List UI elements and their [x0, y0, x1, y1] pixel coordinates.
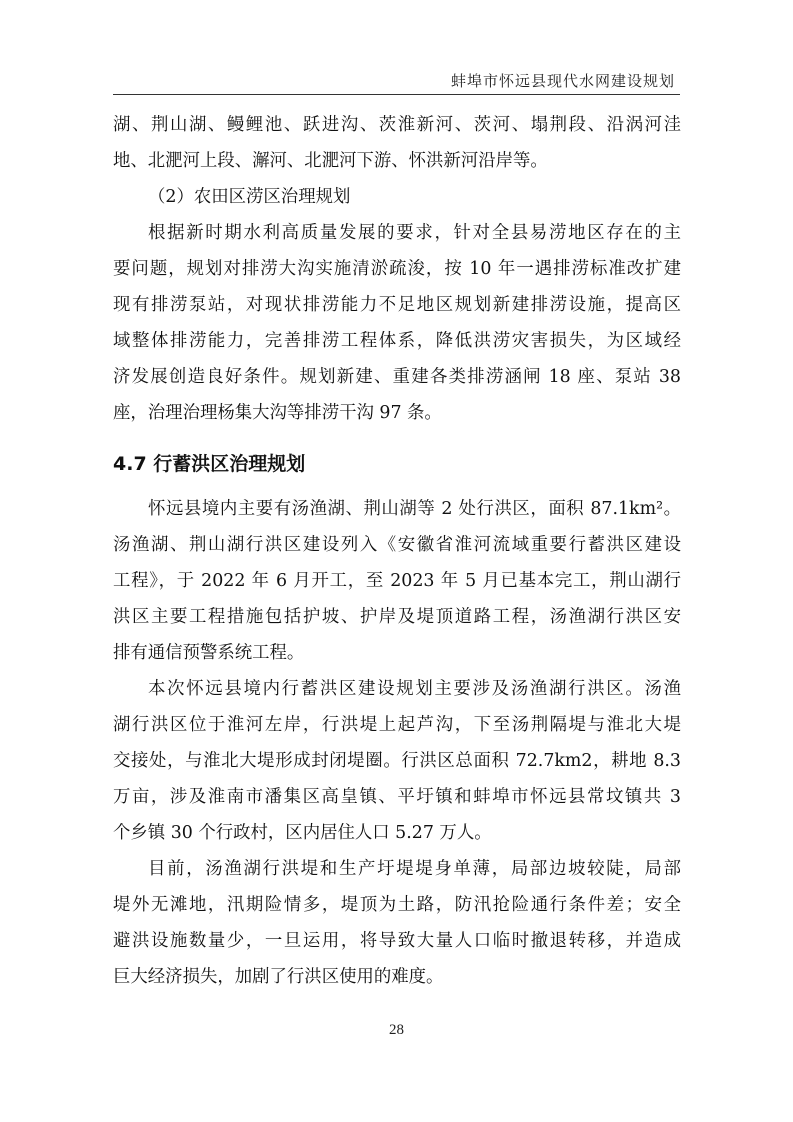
page-number: 28 [389, 1022, 404, 1038]
running-header-title: 蚌埠市怀远县现代水网建设规划 [450, 72, 675, 90]
text-line: 个乡镇 30 个行政村，区内居住人口 5.27 万人。 [113, 823, 492, 843]
subheading: （2）农田区涝区治理规划 [148, 187, 351, 207]
text-line: 万亩，涉及淮南市潘集区高皇镇、平圩镇和蚌埠市怀远县常坟镇共 3 [113, 787, 681, 807]
text-line: 济发展创造良好条件。规划新建、重建各类排涝涵闸 18 座、泵站 38 [113, 367, 681, 387]
text-line: 洪区主要工程措施包括护坡、护岸及堤顶道路工程，汤渔湖行洪区安 [113, 607, 681, 627]
text-line: 座，治理治理杨集大沟等排涝干沟 97 条。 [113, 403, 442, 423]
paragraph-tangyuhu [113, 671, 681, 851]
text-line: 交接处，与淮北大堤形成封闭堤圈。行洪区总面积 72.7km2，耕地 8.3 [113, 751, 681, 771]
subheading-block [113, 179, 681, 215]
text-line: 工程》，于 2022 年 6 月开工，至 2023 年 5 月已基本完工，荆山湖行 [113, 571, 681, 591]
text-line: 现有排涝泵站，对现状排涝能力不足地区规划新建排涝设施，提高区 [113, 295, 681, 315]
text-line: 根据新时期水利高质量发展的要求，针对全县易涝地区存在的主 [148, 223, 681, 243]
section-heading [113, 449, 305, 476]
section-title: 行蓄洪区治理规划 [153, 453, 306, 475]
paragraph-current-status [113, 851, 681, 995]
section-number: 4.7 [113, 453, 147, 475]
text-line: 本次怀远县境内行蓄洪区建设规划主要涉及汤渔湖行洪区。汤渔 [148, 679, 681, 699]
paragraph-floodways [113, 491, 681, 671]
paragraph-drainage [113, 215, 681, 431]
text-line: 域整体排涝能力，完善排涝工程体系，降低洪涝灾害损失，为区域经 [113, 331, 681, 351]
paragraph-continuation [113, 107, 681, 179]
header-rule [113, 94, 680, 95]
text-line: 湖行洪区位于淮河左岸，行洪堤上起芦沟，下至汤荆隔堤与淮北大堤 [113, 715, 681, 735]
text-line: 湖、荆山湖、鳗鲤池、跃进沟、茨淮新河、茨河、塌荆段、沿涡河洼 [113, 115, 681, 135]
text-line: 排有通信预警系统工程。 [113, 643, 305, 663]
text-line: 目前，汤渔湖行洪堤和生产圩堤堤身单薄，局部边坡较陡，局部 [148, 859, 681, 879]
text-line: 地、北淝河上段、澥河、北淝河下游、怀洪新河沿岸等。 [113, 151, 548, 171]
text-line: 堤外无滩地，汛期险情多，堤顶为土路，防汛抢险通行条件差；安全 [113, 895, 681, 915]
text-line: 避洪设施数量少，一旦运用，将导致大量人口临时撤退转移，并造成 [113, 931, 681, 951]
text-line: 怀远县境内主要有汤渔湖、荆山湖等 2 处行洪区，面积 87.1km²。 [148, 499, 681, 519]
text-line: 汤渔湖、荆山湖行洪区建设列入《安徽省淮河流域重要行蓄洪区建设 [113, 535, 681, 555]
text-line: 要问题，规划对排涝大沟实施清淤疏浚，按 10 年一遇排涝标准改扩建 [113, 259, 681, 279]
text-line: 巨大经济损失，加剧了行洪区使用的难度。 [113, 967, 444, 987]
